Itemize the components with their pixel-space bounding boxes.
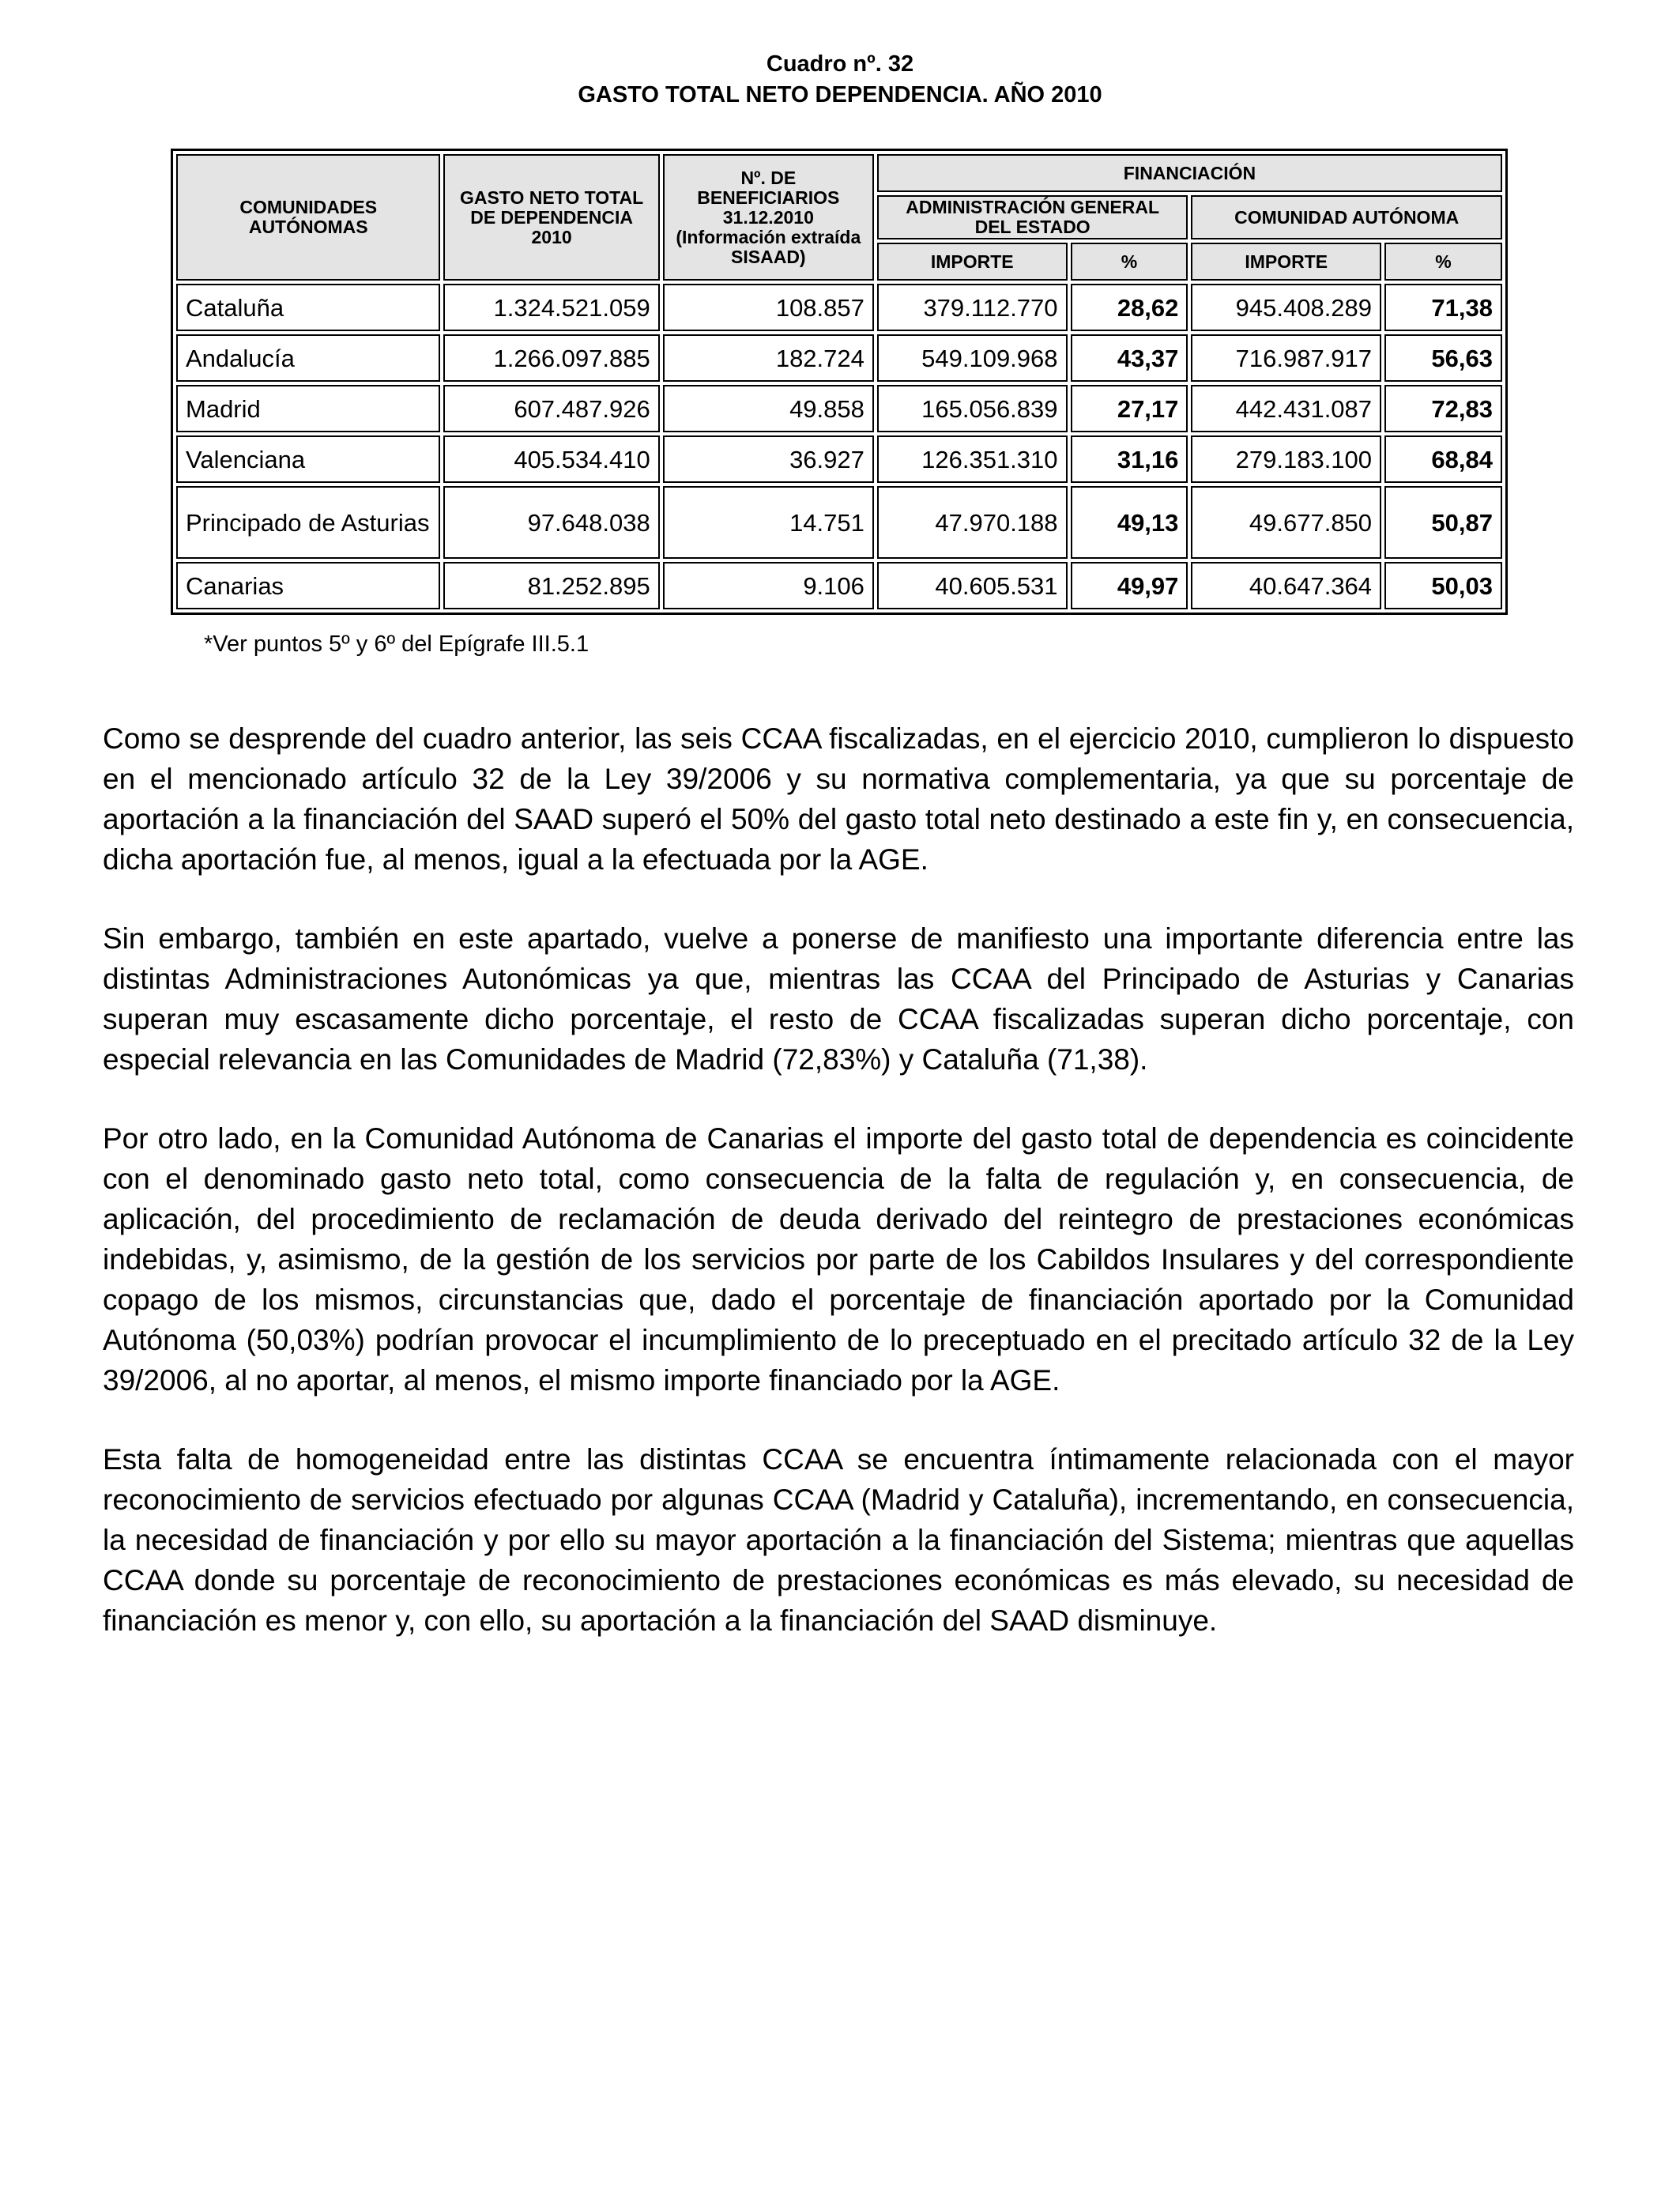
cell-region: Cataluña	[176, 284, 440, 331]
cell-ca-importe: 279.183.100	[1191, 435, 1381, 483]
cell-gasto: 97.648.038	[443, 486, 659, 559]
cell-gasto: 1.324.521.059	[443, 284, 659, 331]
cell-region: Andalucía	[176, 334, 440, 382]
header-beneficiarios: Nº. DE BENEFICIARIOS 31.12.2010 (Información extraída SISAAD)	[663, 154, 874, 281]
header-ca: COMUNIDAD AUTÓNOMA	[1191, 195, 1502, 239]
header-gasto: GASTO NETO TOTAL DE DEPENDENCIA 2010	[443, 154, 659, 281]
cell-beneficiarios: 49.858	[663, 385, 874, 432]
cell-age-importe: 40.605.531	[877, 562, 1068, 609]
cell-age-importe: 379.112.770	[877, 284, 1068, 331]
header-age: ADMINISTRACIÓN GENERAL DEL ESTADO	[877, 195, 1188, 239]
table-row	[176, 435, 1502, 483]
cell-age-pct: 28,62	[1071, 284, 1188, 331]
cell-ca-importe: 442.431.087	[1191, 385, 1381, 432]
body-text	[103, 718, 1574, 1679]
cell-gasto: 1.266.097.885	[443, 334, 659, 382]
cell-region: Madrid	[176, 385, 440, 432]
cell-age-pct: 27,17	[1071, 385, 1188, 432]
cell-region: Valenciana	[176, 435, 440, 483]
header-comunidades: COMUNIDADES AUTÓNOMAS	[176, 154, 440, 281]
cell-age-pct: 49,13	[1071, 486, 1188, 559]
table-footnote: *Ver puntos 5º y 6º del Epígrafe III.5.1	[204, 631, 590, 657]
cell-age-importe: 165.056.839	[877, 385, 1068, 432]
paragraph: Como se desprende del cuadro anterior, las seis CCAA fiscalizadas, en el ejercicio 2010, cumplieron lo dispuesto en el mencionado artículo 32 de la Ley 39/2006 y su normativa complementaria, ya que su porcentaje de aportación a la financiación del SAAD superó el 50% del gasto total neto destinado a este fin y, en consecuencia, dicha aportación fue, al menos, igual a la efectuada por la AGE.	[103, 722, 1574, 876]
cell-beneficiarios: 14.751	[663, 486, 874, 559]
cell-ca-pct: 50,03	[1384, 562, 1502, 609]
cell-ca-pct: 71,38	[1384, 284, 1502, 331]
cell-beneficiarios: 108.857	[663, 284, 874, 331]
cell-age-pct: 31,16	[1071, 435, 1188, 483]
caption-title: GASTO TOTAL NETO DEPENDENCIA. AÑO 2010	[578, 82, 1102, 107]
cell-ca-pct: 56,63	[1384, 334, 1502, 382]
cell-ca-importe: 716.987.917	[1191, 334, 1381, 382]
table-row	[176, 562, 1502, 609]
cell-gasto: 405.534.410	[443, 435, 659, 483]
table-row	[176, 334, 1502, 382]
cell-ca-importe: 49.677.850	[1191, 486, 1381, 559]
cell-age-importe: 549.109.968	[877, 334, 1068, 382]
table-row	[176, 385, 1502, 432]
paragraph: Esta falta de homogeneidad entre las distintas CCAA se encuentra íntimamente relacionada con el mayor reconocimiento de servicios efectuado por algunas CCAA (Madrid y Cataluña), incrementando, en consecuencia, la necesidad de financiación y por ello su mayor aportación a la financiación del Sistema; mientras que aquellas CCAA donde su porcentaje de reconocimiento de prestaciones económicas es más elevado, su necesidad de financiación es menor y, con ello, su aportación a la financiación del SAAD disminuye.	[103, 1443, 1574, 1637]
cell-age-pct: 43,37	[1071, 334, 1188, 382]
cell-gasto: 607.487.926	[443, 385, 659, 432]
dependency-spending-table	[171, 149, 1508, 615]
paragraph: Sin embargo, también en este apartado, vuelve a ponerse de manifiesto una importante diferencia entre las distintas Administraciones Autonómicas ya que, mientras las CCAA del Principado de Asturias y Canarias superan muy escasamente dicho porcentaje, el resto de CCAA fiscalizadas superan dicho porcentaje, con especial relevancia en las Comunidades de Madrid (72,83%) y Cataluña (71,38).	[103, 922, 1574, 1076]
cell-age-importe: 47.970.188	[877, 486, 1068, 559]
cell-region: Principado de Asturias	[176, 486, 440, 559]
cell-beneficiarios: 9.106	[663, 562, 874, 609]
cell-age-pct: 49,97	[1071, 562, 1188, 609]
caption-number: Cuadro nº. 32	[766, 51, 914, 77]
table-row	[176, 486, 1502, 559]
cell-age-importe: 126.351.310	[877, 435, 1068, 483]
cell-ca-pct: 50,87	[1384, 486, 1502, 559]
header-age-importe: IMPORTE	[877, 243, 1068, 281]
cell-beneficiarios: 36.927	[663, 435, 874, 483]
header-age-pct: %	[1071, 243, 1188, 281]
table-row	[176, 284, 1502, 331]
cell-ca-importe: 945.408.289	[1191, 284, 1381, 331]
cell-gasto: 81.252.895	[443, 562, 659, 609]
cell-region: Canarias	[176, 562, 440, 609]
paragraph: Por otro lado, en la Comunidad Autónoma de Canarias el importe del gasto total de dependencia es coincidente con el denominado gasto neto total, como consecuencia de la falta de regulación y, en consecuencia, de aplicación, del procedimiento de reclamación de deuda derivado del reintegro de prestaciones económicas indebidas, y, asimismo, de la gestión de los servicios por parte de los Cabildos Insulares y del correspondiente copago de los mismos, circunstancias que, dado el porcentaje de financiación aportado por la Comunidad Autónoma (50,03%) podrían provocar el incumplimiento de lo preceptuado en el precitado artículo 32 de la Ley 39/2006, al no aportar, al menos, el mismo importe financiado por la AGE.	[103, 1122, 1574, 1397]
header-ca-pct: %	[1384, 243, 1502, 281]
cell-beneficiarios: 182.724	[663, 334, 874, 382]
header-ca-importe: IMPORTE	[1191, 243, 1381, 281]
header-financiacion: FINANCIACIÓN	[877, 154, 1502, 192]
cell-ca-pct: 68,84	[1384, 435, 1502, 483]
cell-ca-importe: 40.647.364	[1191, 562, 1381, 609]
table-caption	[0, 49, 1680, 111]
cell-ca-pct: 72,83	[1384, 385, 1502, 432]
